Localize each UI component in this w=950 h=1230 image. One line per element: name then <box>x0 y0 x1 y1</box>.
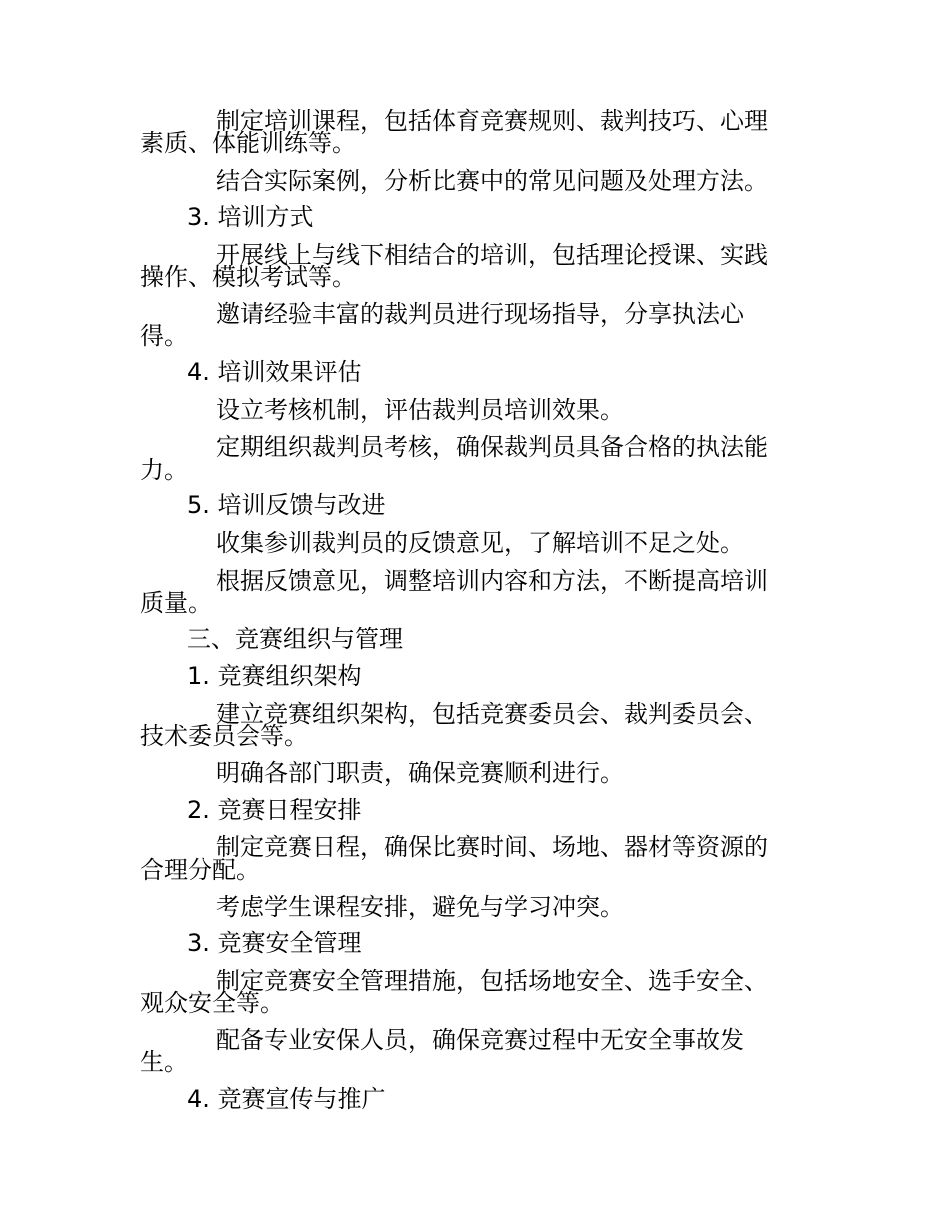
paragraph-continuation: 操作、模拟考试等。 <box>140 263 356 291</box>
paragraph-continuation: 得。 <box>140 322 188 350</box>
paragraph-line: 建立竞赛组织架构，包括竞赛委员会、裁判委员会、 <box>216 700 768 728</box>
paragraph-line: 制定竞赛日程，确保比赛时间、场地、器材等资源的 <box>216 833 768 861</box>
paragraph-line: 邀请经验丰富的裁判员进行现场指导，分享执法心 <box>216 300 744 328</box>
numbered-heading: 4. 竞赛宣传与推广 <box>187 1085 386 1113</box>
paragraph-line: 制定竞赛安全管理措施，包括场地安全、选手安全、 <box>216 967 768 995</box>
paragraph-line: 根据反馈意见，调整培训内容和方法，不断提高培训 <box>216 567 768 595</box>
paragraph-continuation: 观众安全等。 <box>140 989 284 1017</box>
numbered-heading: 5. 培训反馈与改进 <box>187 491 386 519</box>
paragraph-line: 开展线上与线下相结合的培训，包括理论授课、实践 <box>216 241 768 269</box>
paragraph-line: 考虑学生课程安排，避免与学习冲突。 <box>216 893 624 921</box>
paragraph-line: 配备专业安保人员，确保竞赛过程中无安全事故发 <box>216 1026 744 1054</box>
section-heading: 三、竞赛组织与管理 <box>187 625 403 653</box>
paragraph-continuation: 质量。 <box>140 589 212 617</box>
numbered-heading: 1. 竞赛组织架构 <box>187 662 362 690</box>
paragraph-continuation: 合理分配。 <box>140 856 260 884</box>
numbered-heading: 4. 培训效果评估 <box>187 358 362 386</box>
paragraph-line: 制定培训课程，包括体育竞赛规则、裁判技巧、心理 <box>216 107 768 135</box>
paragraph-line: 设立考核机制，评估裁判员培训效果。 <box>216 396 624 424</box>
paragraph-continuation: 素质、体能训练等。 <box>140 129 356 157</box>
numbered-heading: 2. 竞赛日程安排 <box>187 796 362 824</box>
paragraph-line: 收集参训裁判员的反馈意见，了解培训不足之处。 <box>216 529 744 557</box>
paragraph-line: 定期组织裁判员考核，确保裁判员具备合格的执法能 <box>216 433 768 461</box>
paragraph-continuation: 技术委员会等。 <box>140 722 308 750</box>
paragraph-continuation: 生。 <box>140 1048 188 1076</box>
paragraph-line: 明确各部门职责，确保竞赛顺利进行。 <box>216 759 624 787</box>
numbered-heading: 3. 竞赛安全管理 <box>187 929 362 957</box>
paragraph-line: 结合实际案例，分析比赛中的常见问题及处理方法。 <box>216 167 768 195</box>
numbered-heading: 3. 培训方式 <box>187 203 314 231</box>
paragraph-continuation: 力。 <box>140 456 188 484</box>
